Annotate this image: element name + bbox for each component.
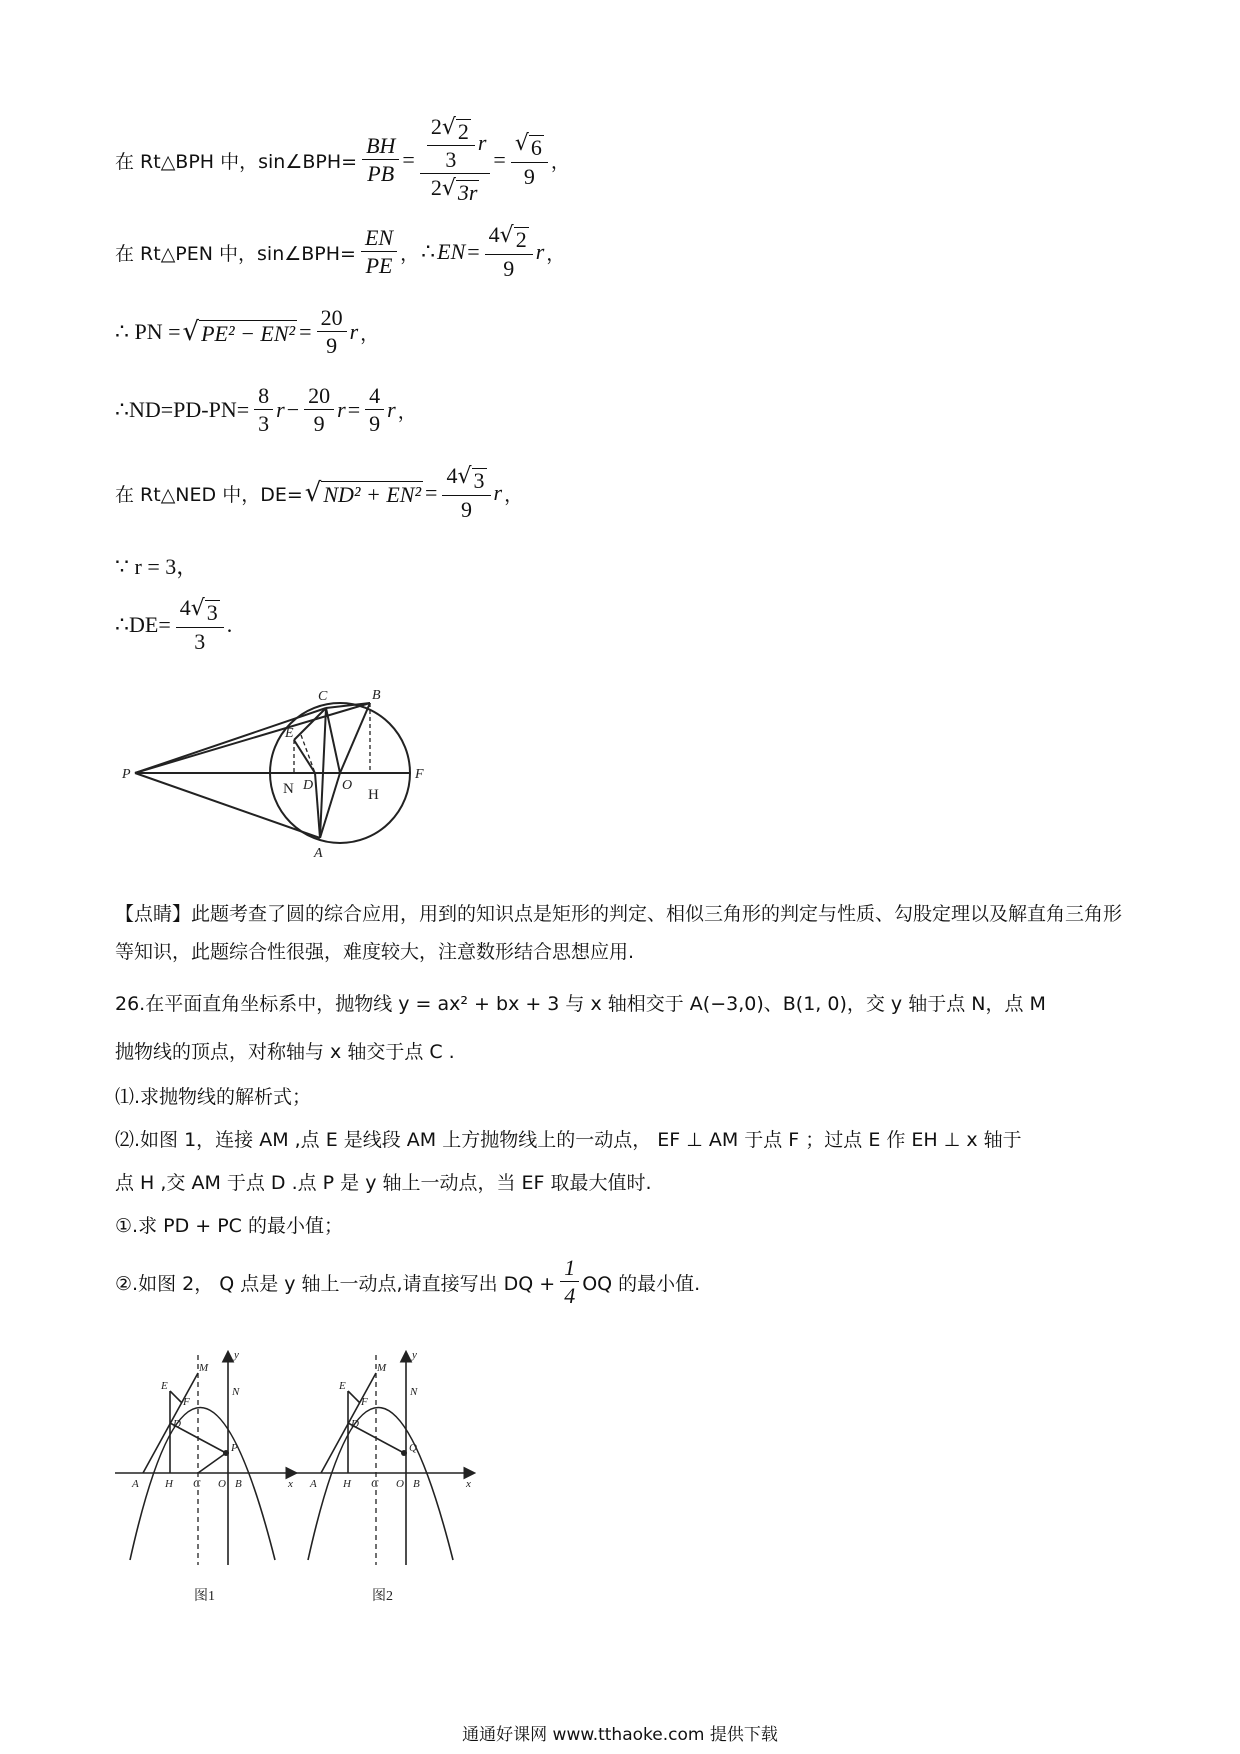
question-26-part-2d: ②.如图 2， Q 点是 y 轴上一动点,请直接写出 DQ + $\frac{1}{4}$ OQ 的最小值.: [115, 1254, 701, 1308]
fig2-label-q: Q: [409, 1442, 417, 1454]
fig1-label-e: E: [161, 1380, 168, 1392]
fraction-bh-pb: $\frac{BH}{PB}$: [362, 134, 399, 186]
fig1-label-o: O: [218, 1478, 226, 1490]
parabola-figures: [110, 1345, 510, 1610]
label-a: A: [314, 846, 323, 860]
line-en: 在 Rt△PEN 中，sin∠BPH= $\frac{EN}{PE}$ ， ∴ EN = 4 √ 2 9 r ，: [115, 222, 566, 281]
line-r-value: ∵ r = 3，: [115, 553, 199, 579]
fig2-label-m: M: [377, 1362, 387, 1374]
question-26-stem-1: 26.在平面直角坐标系中，抛物线 y = ax² + bx + 3 与 x 轴相交于 A(−3,0)、B(1, 0)，交 y 轴于点 N，点 M: [115, 993, 1046, 1015]
fig1-label-n: N: [232, 1386, 240, 1398]
figure-2: [293, 1353, 473, 1565]
fraction-result: √ 6 9: [511, 131, 548, 188]
fig1-label-b: B: [235, 1478, 242, 1490]
label-c: C: [318, 689, 328, 704]
question-26-part-2a: ⑵.如图 1，连接 AM ,点 E 是线段 AM 上方抛物线上的一动点， EF ⊥ AM 于点 F ；过点 E 作 EH ⊥ x 轴于: [115, 1129, 1022, 1151]
line-nd: ∴ND=PD-PN= $\frac{8}{3}$ r − $\frac{20}{9}$ r = $\frac{4}{9}$ r ，: [115, 382, 417, 436]
fig1-caption: 图1: [194, 1589, 215, 1604]
fig2-label-o: O: [396, 1478, 404, 1490]
fig2-label-b: B: [413, 1478, 420, 1490]
circle-figure: [120, 685, 450, 860]
question-26-part-1: ⑴.求抛物线的解析式；: [115, 1086, 312, 1108]
line-de-result: ∴DE= 4 √ 3 3 .: [115, 595, 233, 654]
fig2-caption: 图2: [372, 1589, 393, 1604]
label-d: D: [303, 778, 314, 793]
question-26-stem-2: 抛物线的顶点，对称轴与 x 轴交于点 C .: [115, 1041, 455, 1063]
figure-1: [115, 1353, 295, 1565]
label-e: E: [285, 726, 294, 741]
fig2-label-h: H: [343, 1478, 351, 1490]
fig1-label-f: F: [183, 1396, 190, 1408]
fig2-label-e: E: [339, 1380, 346, 1392]
fraction-compound: 2 √ 2 3 r 2 √ 3r: [420, 115, 491, 206]
fig1-label-y: y: [234, 1349, 239, 1361]
line-sin-bph: 在 Rt△BPH 中，sin∠BPH= $\frac{BH}{PB}$ = 2 √ 2 3 r 2 √ 3r = √ 6 9 ，: [115, 113, 570, 206]
fig2-label-f: F: [361, 1396, 368, 1408]
fig1-label-a: A: [132, 1478, 139, 1490]
label-n: N: [283, 781, 294, 797]
fig2-label-n: N: [410, 1386, 418, 1398]
question-26-part-2c: ①.求 PD + PC 的最小值；: [115, 1215, 343, 1237]
fig1-label-m: M: [199, 1362, 209, 1374]
fig1-label-c: C: [193, 1478, 201, 1490]
solution-note: 【点睛】此题考查了圆的综合应用，用到的知识点是矩形的判定、相似三角形的判定与性质、勾股定理以及解直角三角形等知识，此题综合性很强，难度较大，注意数形结合思想应用.: [115, 903, 1123, 963]
fig2-label-d: D: [351, 1418, 359, 1430]
fig2-label-a: A: [310, 1478, 317, 1490]
fig2-label-x: x: [466, 1478, 471, 1490]
fig1-label-d: D: [173, 1418, 181, 1430]
fig1-label-x: x: [288, 1478, 293, 1490]
fig2-label-c: C: [371, 1478, 379, 1490]
label-f: F: [415, 767, 424, 782]
fig1-label-h: H: [165, 1478, 173, 1490]
page-footer: 通通好课网 www.tthaoke.com 提供下载: [462, 1725, 778, 1745]
label-b: B: [372, 688, 381, 703]
label-o: O: [342, 778, 353, 793]
fig2-label-y: y: [412, 1349, 417, 1361]
fig1-label-p: P: [231, 1442, 238, 1454]
line-pn: ∴ PN = √ PE² − EN² = $\frac{20}{9}$ r ，: [115, 304, 380, 358]
line-de: 在 Rt△NED 中，DE= √ ND² + EN² = 4 √ 3 9 r ，: [115, 463, 524, 522]
label-h: H: [368, 787, 379, 803]
label-p: P: [122, 767, 131, 782]
question-26-part-2b: 点 H ,交 AM 于点 D .点 P 是 y 轴上一动点，当 EF 取最大值时.: [115, 1172, 652, 1194]
